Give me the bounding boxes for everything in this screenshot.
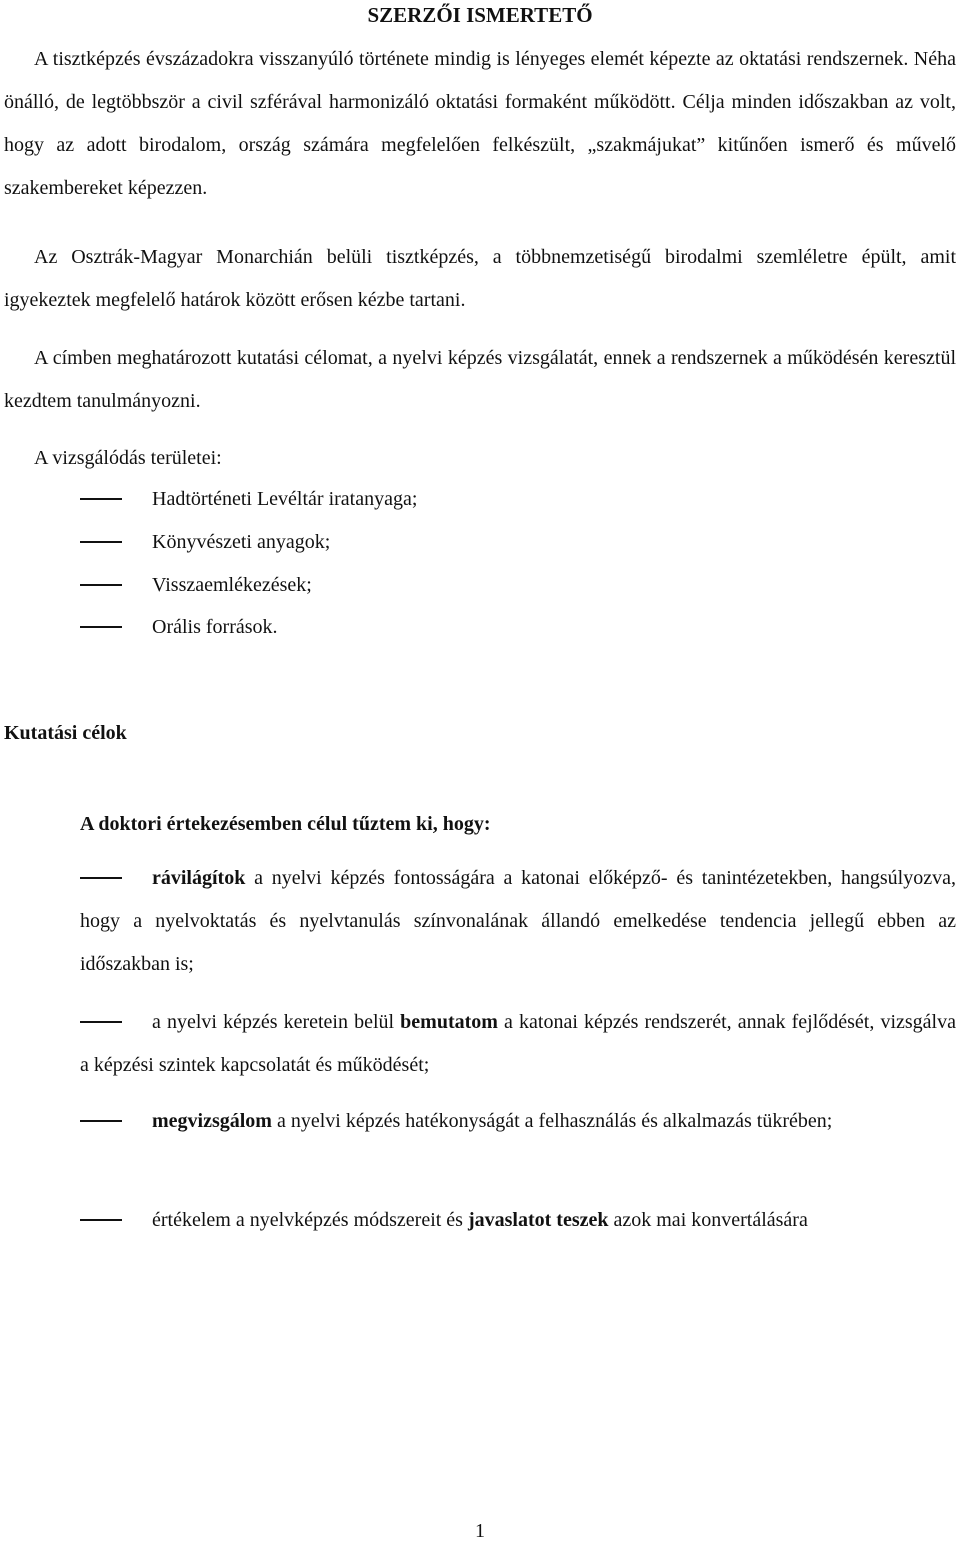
goal-keyword: rávilágítok — [152, 867, 246, 889]
document-page: SZERZŐI ISMERTETŐ A tisztképzés évszázadokra visszanyúló története mindig is lényeges elemét képezte az oktatási rendszernek. Néha önálló, de legtöbbször a civil szférával harmonizáló oktatási formaként működött. Célja minden időszakban az volt, hogy az adott birodalom, ország számára megfelelően felkészült, „szakmájukat” kitűnően ismerő és művelő szakembereket képezzen. Az Osztrák-Magyar Monarchián belüli tisztképzés, a többnemzetiségű birodalmi szemléletre épült, amit igyekeztek megfelelő határok között erősen kézbe tartani. A címben meghatározott kutatási célomat, a nyelvi képzés vizsgálatát, ennek a rendszernek a működésén keresztül kezdtem tanulmányozni. A vizsgálódás területei: Hadtörténeti Levéltár iratanyaga; Könyvészeti anyagok; Visszaemlékezések; Orális források. Kutatási célok A doktori értekezésemben célul tűztem ki, hogy: rávilágítok a nyelvi képzés fontosságára a katonai előképző- és tanintézetekben, hangsúlyozva, hogy a nyelvoktatás és nyelvtanulás színvonalának állandó emelkedése tendencia jellegű ebben az időszakban is; a nyelvi képzés keretein belül bemutatom a katonai képzés rendszerét, annak fejlődését, vizsgálva a képzési szintek kapcsolatát és működését; megvizsgálom a nyelvi képzés hatékonyságát a felhasználás és alkalmazás tükrében; értékelem a nyelvképzés módszereit és javaslatot teszek azok mai konvertálására 1 — [0, 0, 960, 1541]
page-number: 1 — [475, 1520, 485, 1542]
goal-keyword: javaslatot teszek — [467, 1209, 609, 1231]
goal-item: rávilágítok a nyelvi képzés fontosságára a katonai előképző- és tanintézetekben, hangsúlyozva, hogy a nyelvoktatás és nyelvtanulás színvonalának állandó emelkedése tendencia jellegű ebben az időszakban is; — [80, 867, 956, 975]
page-title: SZERZŐI ISMERTETŐ — [367, 3, 593, 27]
dash-bullet — [80, 498, 122, 500]
intro-paragraph-1: A tisztképzés évszázadokra visszanyúló története mindig is lényeges elemét képezte az oktatási rendszernek. Néha önálló, de legtöbbször a civil szférával harmonizáló oktatási formaként működött. Célja minden időszakban az volt, hogy az adott birodalom, ország számára megfelelően felkészült, „szakmájukat” kitűnően ismerő és művelő szakembereket képezzen. — [4, 48, 956, 199]
goals-heading: A doktori értekezésemben célul tűztem ki, hogy: — [80, 813, 491, 835]
intro-paragraph-3: A címben meghatározott kutatási célomat, a nyelvi képzés vizsgálatát, ennek a rendszernek a működésén keresztül kezdtem tanulmányozni. — [4, 347, 956, 412]
intro-paragraph-2: Az Osztrák-Magyar Monarchián belüli tisztképzés, a többnemzetiségű birodalmi szemléletre épült, amit igyekeztek megfelelő határok között erősen kézbe tartani. — [4, 246, 956, 311]
dash-bullet — [80, 584, 122, 586]
dash-bullet — [80, 541, 122, 543]
goal-item: értékelem a nyelvképzés módszereit és javaslatot teszek azok mai konvertálására — [80, 1199, 956, 1242]
dash-bullet — [80, 1219, 122, 1221]
dash-bullet — [80, 1021, 122, 1023]
goal-keyword: megvizsgálom — [152, 1110, 272, 1132]
dash-bullet — [80, 877, 122, 879]
dash-bullet — [80, 626, 122, 628]
intro-paragraph-4: A vizsgálódás területei: — [34, 447, 222, 469]
goal-item: megvizsgálom a nyelvi képzés hatékonyságát a felhasználás és alkalmazás tükrében; — [80, 1100, 956, 1143]
goal-keyword: bemutatom — [400, 1011, 498, 1033]
section-heading: Kutatási célok — [4, 722, 127, 744]
dash-bullet — [80, 1120, 122, 1122]
goal-item: a nyelvi képzés keretein belül bemutatom a katonai képzés rendszerét, annak fejlődését, vizsgálva a képzési szintek kapcsolatát és működését; — [80, 1011, 956, 1076]
